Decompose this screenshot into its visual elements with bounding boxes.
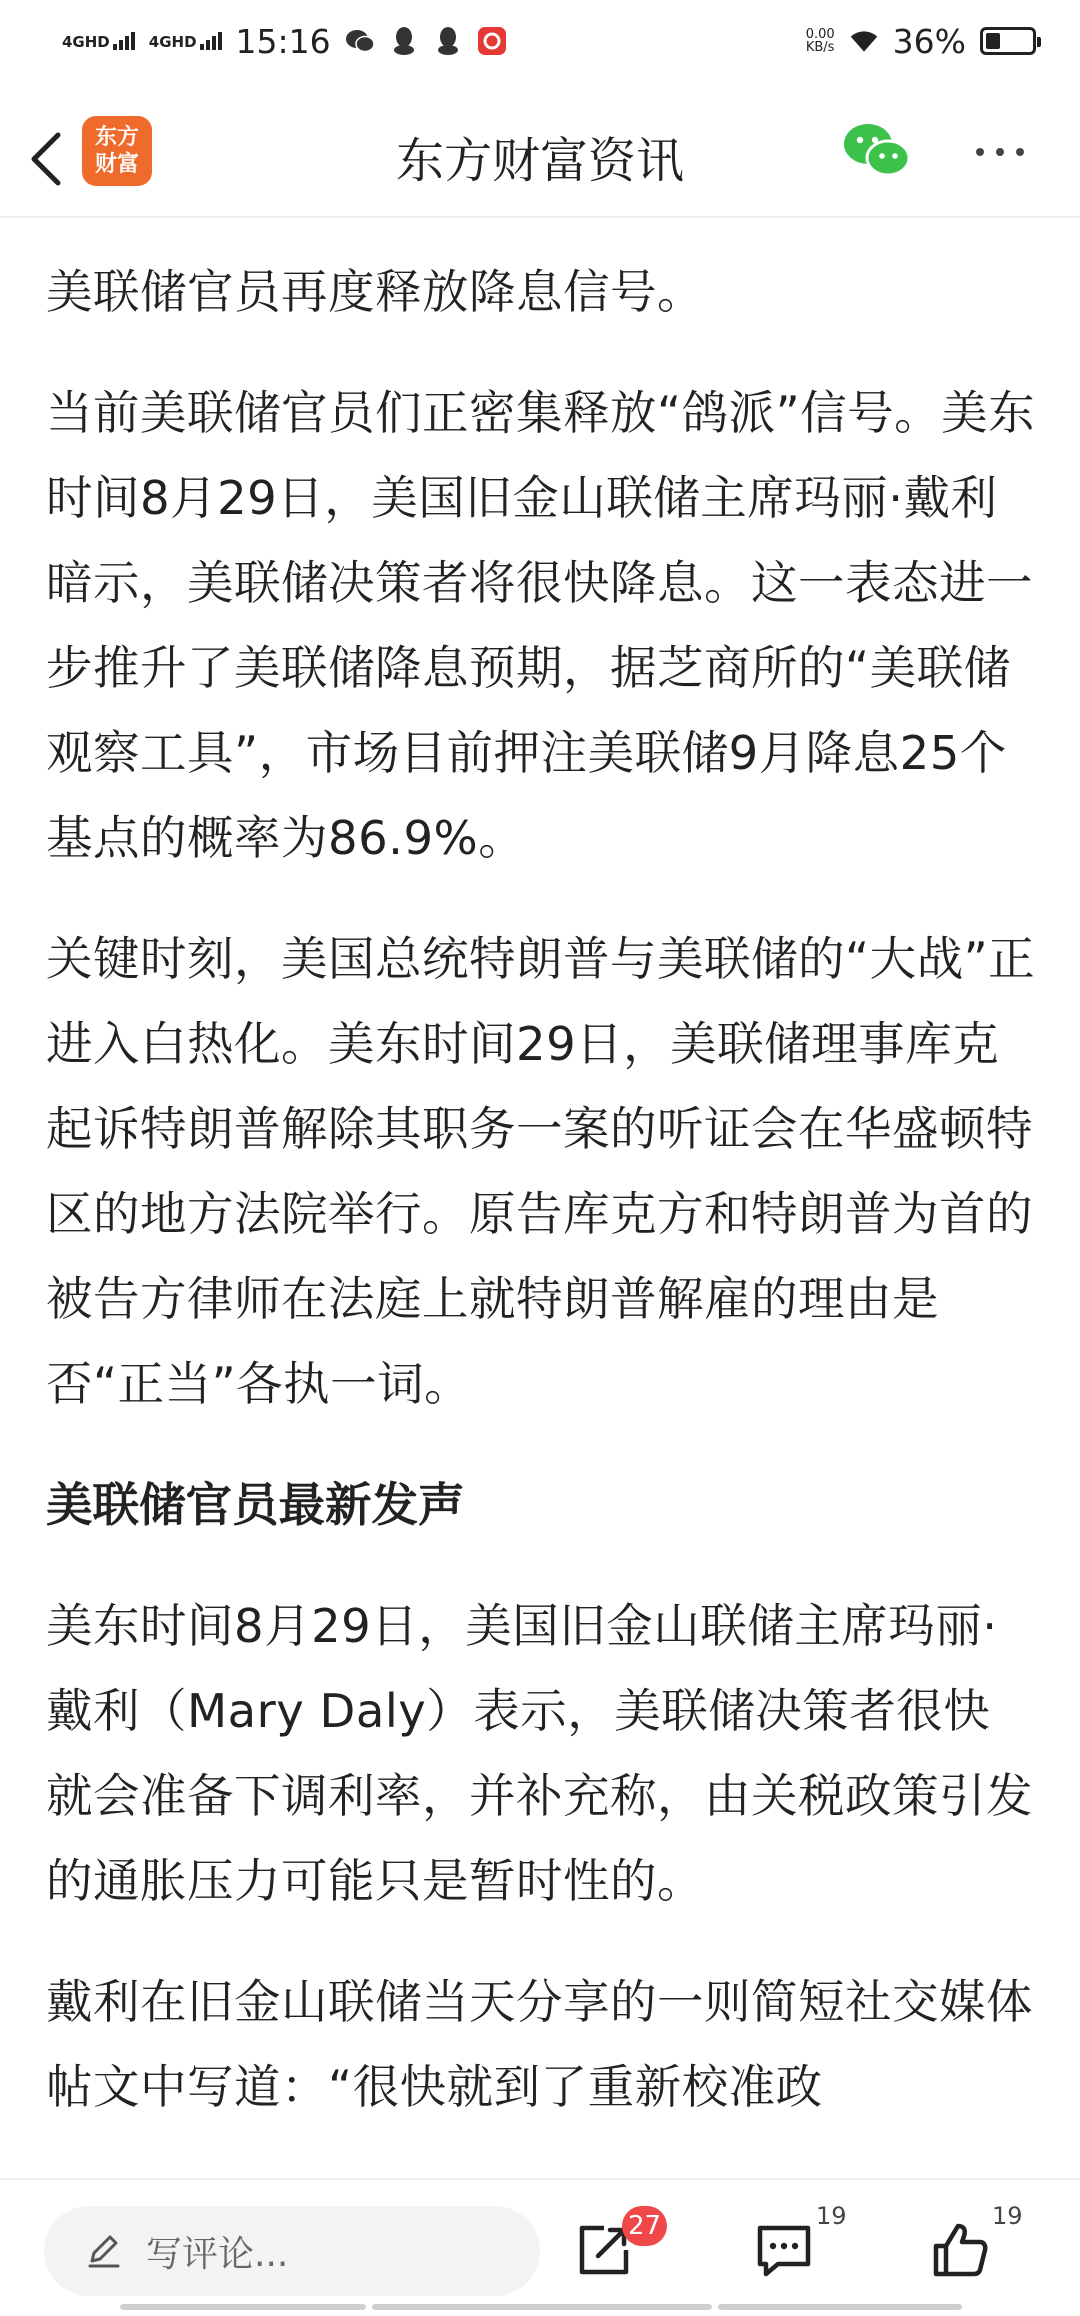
signal-icon-2	[149, 32, 222, 50]
wifi-icon	[849, 26, 879, 56]
paragraph-5: 戴利在旧金山联储当天分享的一则简短社交媒体帖文中写道：“很快就到了重新校准政	[46, 1975, 1033, 2114]
dot-icon	[996, 148, 1004, 156]
bottom-action-bar	[0, 2178, 1080, 2316]
speed-unit: KB/s	[805, 40, 835, 55]
like-button[interactable]	[930, 2202, 1023, 2280]
pen-icon	[84, 2231, 124, 2271]
comments-button[interactable]	[754, 2202, 847, 2280]
dot-icon	[976, 148, 984, 156]
network-type-2: 4GHD	[148, 33, 197, 51]
battery-percent: 36%	[892, 21, 966, 61]
paragraph-3: 关键时刻，美国总统特朗普与美联储的“大战”正进入白热化。美东时间29日，美联储理事库克起诉特朗普解除其职务一案的听证会在华盛顿特区的地方法院举行。原告库克方和特朗普为首的被告方律师在法庭上就特朗普解雇的理由是否“正当”各执一词。	[46, 932, 1036, 1411]
share-button[interactable]	[574, 2211, 662, 2280]
home-indicator-segment	[120, 2304, 366, 2310]
comment-input[interactable]	[44, 2206, 540, 2296]
paragraph-1: 美联储官员再度释放降息信号。	[46, 265, 704, 319]
speed-value: 0.00	[805, 27, 835, 42]
article-body	[46, 250, 1036, 2166]
wechat-notification-icon	[345, 26, 375, 56]
nav-bar	[0, 100, 1080, 218]
dot-icon	[1016, 148, 1024, 156]
status-left	[62, 22, 507, 61]
chevron-left-icon	[28, 131, 62, 187]
comment-placeholder: 写评论...	[146, 2233, 289, 2275]
paragraph-4: 美东时间8月29日，美国旧金山联储主席玛丽·戴利（Mary Daly）表示，美联储决策者很快就会准备下调利率，并补充称，由关税政策引发的通胀压力可能只是暂时性的。	[46, 1599, 1033, 1908]
network-speed	[806, 28, 835, 54]
battery-icon	[980, 27, 1036, 55]
comment-count: 19	[816, 2202, 847, 2230]
back-button[interactable]	[20, 128, 70, 190]
paragraph-2: 当前美联储官员们正密集释放“鸽派”信号。美东时间8月29日，美国旧金山联储主席玛丽·戴利暗示，美联储决策者将很快降息。这一表态进一步推升了美联储降息预期，据芝商所的“美联储观察工具”，市场目前押注美联储9月降息25个基点的概率为86.9%。	[46, 386, 1036, 865]
network-type-1: 4GHD	[62, 33, 110, 51]
home-indicator-segment	[372, 2304, 712, 2310]
app-notification-icon	[477, 26, 507, 56]
more-options-button[interactable]	[968, 130, 1032, 174]
wechat-share-button[interactable]	[842, 120, 912, 182]
qq-notification-icon-2	[433, 26, 463, 56]
status-bar	[0, 0, 1080, 82]
page-title: 东方财富资讯	[395, 133, 684, 189]
app-logo[interactable]	[82, 116, 152, 186]
wechat-icon	[842, 120, 912, 182]
clock: 15:16	[235, 21, 331, 61]
signal-icon	[62, 32, 135, 50]
qq-notification-icon	[389, 26, 419, 56]
app-logo-text: 东方财富	[94, 125, 139, 177]
share-badge: 27	[622, 2206, 667, 2246]
section-heading: 美联储官员最新发声	[46, 1478, 465, 1532]
like-count: 19	[992, 2202, 1023, 2230]
home-indicator-segment	[718, 2304, 962, 2310]
status-right	[806, 22, 1036, 61]
comment-icon	[754, 2220, 814, 2280]
thumbs-up-icon	[930, 2220, 990, 2280]
